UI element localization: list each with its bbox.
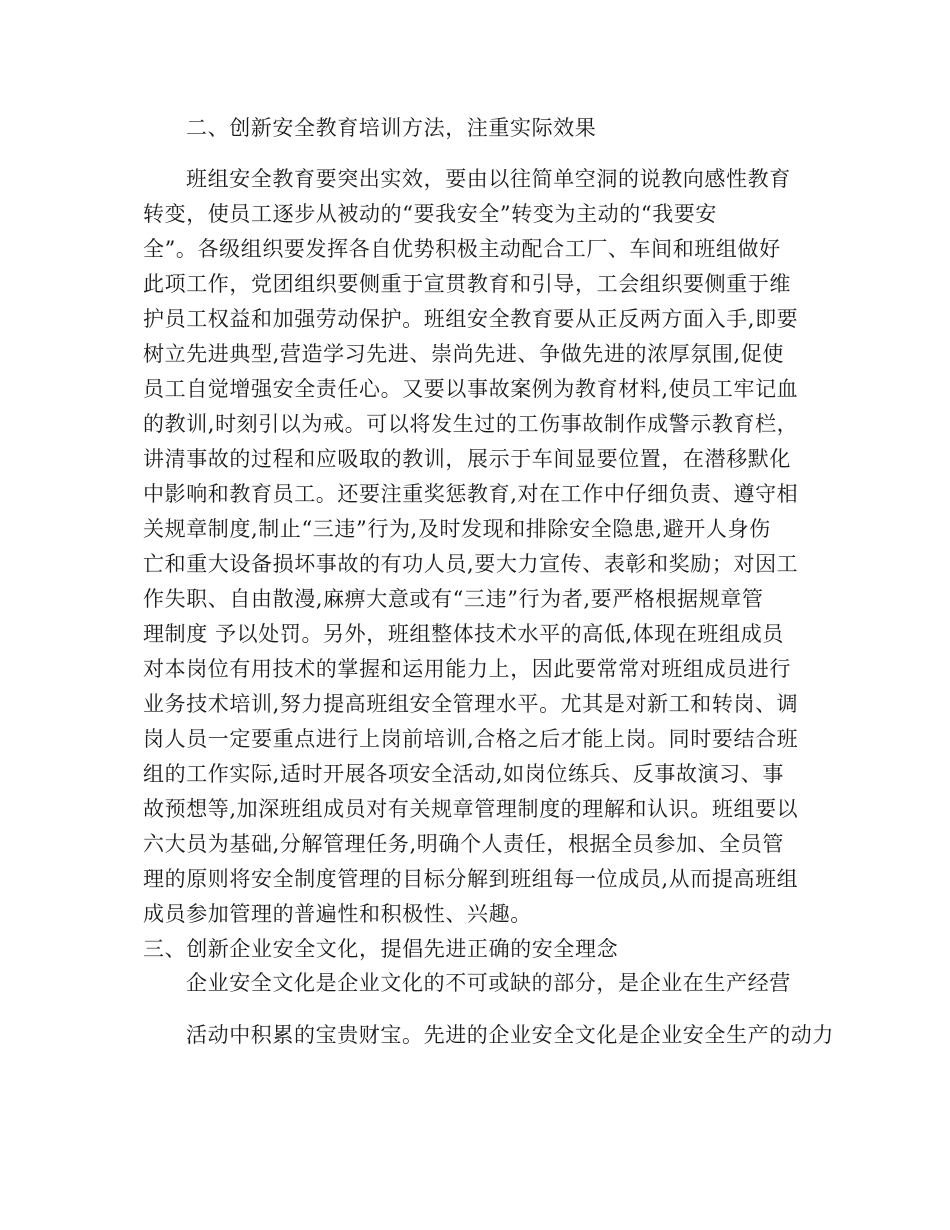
- paragraph-line: 活动中积累的宝贵财宝。先进的企业安全文化是企业安全生产的动力: [186, 1023, 834, 1047]
- paragraph-line: 六大员为基础,分解管理任务,明确个人责任，根据全员参加、全员管: [143, 832, 784, 856]
- paragraph-line: 的教训,时刻引以为戒。可以将发生过的工伤事故制作成警示教育栏，: [143, 412, 799, 436]
- paragraph-line: 三、创新企业安全文化，提倡先进正确的安全理念: [143, 937, 619, 961]
- paragraph-line: 关规章制度,制止“三违”行为,及时发现和排除安全隐患,避开人身伤: [143, 517, 771, 541]
- paragraph-line: 转变，使员工逐步从被动的“要我安全”转变为主动的“我要安: [143, 202, 718, 226]
- section-heading-3: 企业安全文化是企业文化的不可或缺的部分，是企业在生产经营: [186, 971, 791, 995]
- paragraph-line: 对本岗位有用技术的掌握和运用能力上，因此要常常对班组成员进行: [143, 657, 791, 681]
- paragraph-line: 业务技术培训,努力提高班组安全管理水平。尤其是对新工和转岗、调: [143, 692, 799, 716]
- paragraph-line: 作失职、自由散漫,麻痹大意或有“三违”行为者,要严格根据规章管: [143, 587, 764, 611]
- paragraph-line: 成员参加管理的普遍性和积极性、兴趣。: [143, 902, 532, 926]
- paragraph-line: 亡和重大设备损坏事故的有功人员,要大力宣传、表彰和奖励；对因工: [143, 552, 799, 576]
- paragraph-line: 此项工作，党团组织要侧重于宣贯教育和引导，工会组织要侧重于维: [143, 272, 791, 296]
- section-heading-2: 二、创新安全教育培训方法，注重实际效果: [186, 116, 597, 140]
- paragraph-line: 岗人员一定要重点进行上岗前培训,合格之后才能上岗。同时要结合班: [143, 727, 799, 751]
- paragraph-line: 班组安全教育要突出实效，要由以往简单空洞的说教向感性教育: [186, 167, 791, 191]
- paragraph-line: 故预想等,加深班组成员对有关规章管理制度的理解和认识。班组要以: [143, 797, 799, 821]
- paragraph-line: 理的原则将安全制度管理的目标分解到班组每一位成员,从而提高班组: [143, 867, 799, 891]
- paragraph-line: 全”。各级组织要发挥各自优势积极主动配合工厂、车间和班组做好: [143, 237, 781, 261]
- paragraph-line: 讲清事故的过程和应吸取的教训，展示于车间显要位置，在潜移默化: [143, 447, 791, 471]
- paragraph-line: 护员工权益和加强劳动保护。班组安全教育要从正反两方面入手,即要: [143, 307, 799, 331]
- paragraph-line: 树立先进典型,营造学习先进、崇尚先进、争做先进的浓厚氛围,促使: [143, 342, 784, 366]
- paragraph-line: 员工自觉增强安全责任心。又要以事故案例为教育材料,使员工牢记血: [143, 377, 799, 401]
- paragraph-line: [143, 1055, 803, 1085]
- paragraph-line: 理制度 予以处罚。另外，班组整体技术水平的高低,体现在班组成员: [143, 622, 784, 646]
- paragraph-line: 中影响和教育员工。还要注重奖惩教育,对在工作中仔细负责、遵守相: [143, 482, 799, 506]
- paragraph-line: 组的工作实际,适时开展各项安全活动,如岗位练兵、反事故演习、事: [143, 762, 784, 786]
